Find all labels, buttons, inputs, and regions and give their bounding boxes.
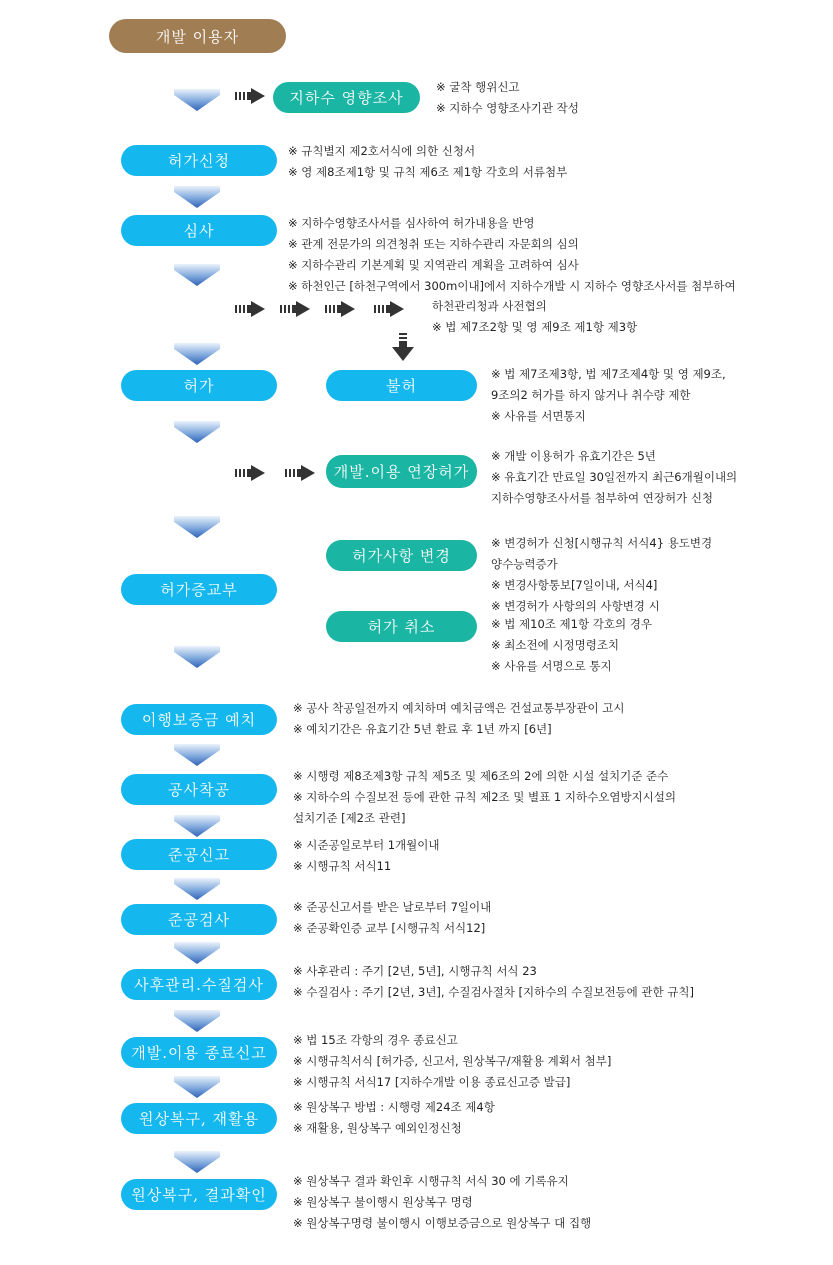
right-arrow-icon	[235, 465, 265, 481]
step-completion-report: 준공신고	[121, 839, 277, 870]
step-construction-notes: ※ 시행령 제8조제3항 규칙 제5조 및 제6조의 2에 의한 시설 설치기준 준수 ※ 지하수의 수질보전 등에 관한 규칙 제2조 및 별표 1 지하수오염방지시설의 설치기준 [제2조 관련]	[293, 769, 676, 825]
denial-step: 불허	[326, 370, 477, 401]
down-chevron-icon	[174, 89, 220, 111]
step-deposit-notes: ※ 공사 착공일전까지 예치하며 예치금액은 건설교통부장관이 고시 ※ 예치기간은 유효기간 5년 환료 후 1년 까지 [6년]	[293, 701, 625, 736]
application-notes: ※ 규칙별지 제2호서식에 의한 신청서 ※ 영 제8조제1항 및 규칙 제6조 제1항 각호의 서류첨부	[288, 144, 568, 179]
cancel-notes: ※ 법 제10조 제1항 각호의 경우 ※ 최소전에 시정명령조치 ※ 사유를 서명으로 통지	[491, 617, 652, 673]
right-arrow-icon	[235, 301, 265, 317]
header-title: 개발 이용자	[109, 19, 286, 53]
review-step: 심사	[121, 215, 277, 246]
down-chevron-icon	[174, 646, 220, 668]
right-arrow-icon	[374, 301, 404, 317]
right-arrow-icon	[235, 88, 265, 104]
step-restoration: 원상복구, 재활용	[121, 1103, 277, 1134]
step-aftercare: 사후관리.수질검사	[121, 969, 277, 1000]
denial-notes: ※ 법 제7조제3항, 법 제7조제4항 및 영 제9조, 9조의2 허가를 하지 않거나 취수량 제한 ※ 사유를 서면통지	[491, 367, 726, 423]
step-construction: 공사착공	[121, 774, 277, 805]
step-completion-inspection: 준공검사	[121, 904, 277, 935]
survey-notes: ※ 굴착 행위신고 ※ 지하수 영향조사기관 작성	[436, 80, 579, 115]
right-arrow-icon	[280, 301, 310, 317]
step-completion-report-notes: ※ 시준공일로부터 1개월이내 ※ 시행규칙 서식11	[293, 838, 440, 873]
down-chevron-icon	[174, 516, 220, 538]
step-termination-notes: ※ 법 15조 각항의 경우 종료신고 ※ 시행규칙서식 [허가증, 신고서, 원상복구/재활용 계획서 첨부] ※ 시행규칙 서식17 [지하수개발 이용 종료신고증 발급]	[293, 1033, 612, 1089]
consult-note: 하천관리청과 사전협의	[432, 299, 547, 313]
down-chevron-icon	[174, 744, 220, 766]
down-chevron-icon	[174, 942, 220, 964]
step-termination: 개발.이용 종료신고	[121, 1037, 277, 1068]
step-completion-inspection-notes: ※ 준공신고서를 받은 날로부터 7일이내 ※ 준공확인증 교부 [시행규칙 서식12]	[293, 900, 492, 935]
step-restoration-check-notes: ※ 원상복구 결과 확인후 시행규칙 서식 30 에 기록유지 ※ 원상복구 불이행시 원상복구 명령 ※ 원상복구명령 불이행시 이행보증금으로 원상복구 대 집행	[293, 1174, 592, 1230]
down-chevron-icon	[174, 264, 220, 286]
extension-step: 개발.이용 연장허가	[326, 455, 477, 488]
permit-step: 허가	[121, 370, 277, 401]
down-chevron-icon	[174, 815, 220, 837]
step-restoration-check: 원상복구, 결과확인	[121, 1179, 277, 1210]
consult-law-note: ※ 법 제7조2항 및 영 제9조 제1항 제3항	[432, 320, 638, 334]
application-step: 허가신청	[121, 145, 277, 176]
step-aftercare-notes: ※ 사후관리 : 주기 [2년, 5년], 시행규칙 서식 23 ※ 수질검사 : 주기 [2년, 3년], 수질검사절차 [지하수의 수질보전등에 관한 규칙]	[293, 964, 695, 999]
down-chevron-icon	[174, 186, 220, 208]
down-chevron-icon	[174, 1151, 220, 1173]
change-notes: ※ 변경허가 신청[시행규칙 서식4} 용도변경 양수능력증가 ※ 변경사항통보[7일이내, 서식4] ※ 변경허가 사항의의 사항변경 시	[491, 536, 713, 613]
down-chevron-icon	[174, 421, 220, 443]
right-arrow-icon	[325, 301, 355, 317]
down-chevron-icon	[174, 1010, 220, 1032]
change-step: 허가사항 변경	[326, 540, 477, 571]
step-deposit: 이행보증금 예치	[121, 704, 277, 735]
right-arrow-icon	[285, 465, 315, 481]
down-chevron-icon	[174, 1076, 220, 1098]
down-arrow-icon	[392, 333, 414, 361]
survey-step: 지하수 영향조사	[273, 82, 420, 113]
issue-step: 허가증교부	[121, 574, 277, 605]
cancel-step: 허가 취소	[326, 611, 477, 642]
step-restoration-notes: ※ 원상복구 방법 : 시행령 제24조 제4항 ※ 재활용, 원상복구 예외인정신청	[293, 1100, 495, 1135]
down-chevron-icon	[174, 343, 220, 365]
review-notes: ※ 지하수영향조사서를 심사하여 허가내용을 반영 ※ 관계 전문가의 의견청취 또는 지하수관리 자문회의 심의 ※ 지하수관리 기본계획 및 지역관리 계획을 고려하여 심사 ※ 하천인근 [하천구역에서 300m이내]에서 지하수개발 시 지하수 영향조사서를 첨부하여	[288, 216, 736, 293]
down-chevron-icon	[174, 878, 220, 900]
extension-notes: ※ 개발 이용허가 유효기간은 5년 ※ 유효기간 만료일 30일전까지 최근6개월이내의 지하수영향조사서를 첨부하여 연장허가 신청	[491, 449, 738, 505]
